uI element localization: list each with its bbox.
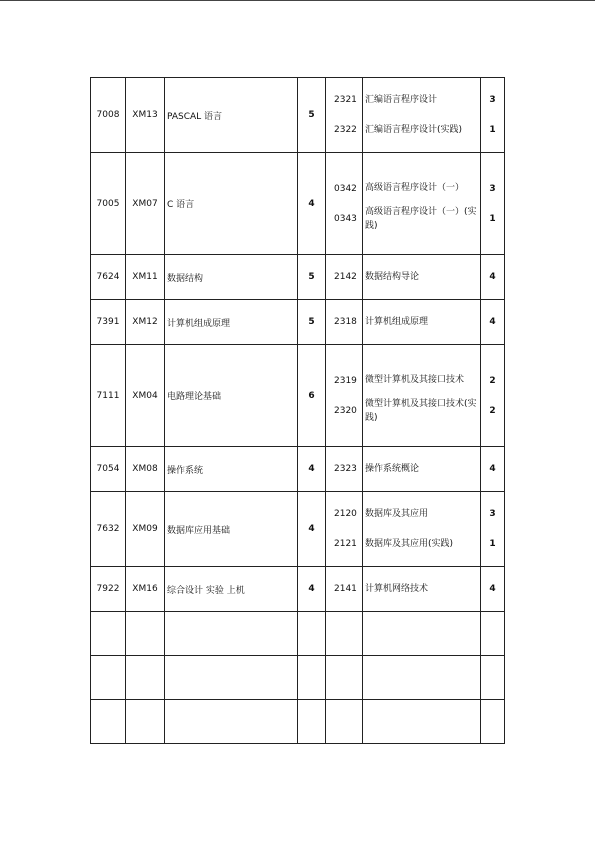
sub-course-credit: 2 [489, 405, 496, 416]
top-rule [0, 0, 595, 1]
empty-cell [481, 700, 505, 744]
sub-course-credit: 4 [489, 584, 496, 594]
sub-course-name: 数据结构导论 [365, 272, 420, 282]
sub-course-code: 2323 [334, 464, 357, 474]
sub-course-credit: 1 [489, 213, 496, 224]
sub-course-credit: 1 [489, 539, 496, 549]
sub-course-name: 微型计算机及其接口技术 [365, 374, 465, 385]
sub-course-credit: 4 [489, 317, 496, 327]
sub-credits-cell [481, 78, 505, 153]
empty-cell [165, 700, 298, 744]
sub-course-credit: 4 [489, 464, 496, 474]
empty-cell [126, 700, 165, 744]
course-code: 7391 [91, 300, 126, 345]
sub-course-name: 微型计算机及其接口技术(实践) [365, 398, 477, 423]
sub-course-name: 计算机组成原理 [365, 317, 429, 327]
sub-credits-cell [481, 300, 505, 345]
course-credit: 5 [298, 78, 326, 153]
course-mapping-table [90, 77, 505, 744]
sub-course-credit: 4 [489, 272, 496, 282]
empty-table-row [91, 656, 505, 700]
empty-cell [91, 612, 126, 656]
sub-names-cell [363, 567, 481, 612]
empty-cell [326, 700, 363, 744]
sub-course-name: 计算机网络技术 [365, 584, 429, 594]
xm-code: XM12 [126, 300, 165, 345]
course-code: 7008 [91, 78, 126, 153]
course-credit: 6 [298, 345, 326, 447]
sub-names-cell [363, 345, 481, 447]
table-row [91, 153, 505, 255]
sub-course-code: 2319 [334, 375, 357, 386]
empty-cell [298, 612, 326, 656]
sub-course-code: 2141 [334, 584, 357, 594]
course-code: 7632 [91, 492, 126, 567]
course-credit: 4 [298, 153, 326, 255]
sub-course-credit: 3 [489, 509, 496, 519]
course-credit: 4 [298, 492, 326, 567]
table-row [91, 255, 505, 300]
xm-code: XM09 [126, 492, 165, 567]
sub-credits-cell [481, 345, 505, 447]
sub-course-code: 0342 [334, 183, 357, 194]
sub-course-name: 数据库及其应用 [365, 509, 429, 519]
empty-cell [481, 656, 505, 700]
empty-table-row [91, 612, 505, 656]
sub-credits-cell [481, 153, 505, 255]
course-name: 数据库应用基础 [165, 492, 298, 567]
sub-course-credit: 3 [489, 183, 496, 194]
sub-course-code: 2120 [334, 509, 357, 519]
empty-cell [126, 612, 165, 656]
sub-course-credit: 2 [489, 375, 496, 386]
sub-names-cell [363, 300, 481, 345]
table-row [91, 78, 505, 153]
course-code: 7005 [91, 153, 126, 255]
empty-cell [363, 656, 481, 700]
sub-course-name: 汇编语言程序设计(实践) [365, 125, 463, 135]
sub-names-cell [363, 447, 481, 492]
sub-names-cell [363, 255, 481, 300]
empty-cell [165, 612, 298, 656]
course-credit: 5 [298, 255, 326, 300]
sub-codes-cell [326, 153, 363, 255]
course-name: C 语言 [165, 153, 298, 255]
sub-course-credit: 1 [489, 125, 496, 135]
course-name: 电路理论基础 [165, 345, 298, 447]
empty-cell [91, 700, 126, 744]
sub-codes-cell [326, 300, 363, 345]
sub-codes-cell [326, 567, 363, 612]
sub-course-name: 高级语言程序设计（一）(实践) [365, 206, 477, 231]
course-code: 7054 [91, 447, 126, 492]
empty-cell [298, 656, 326, 700]
sub-credits-cell [481, 492, 505, 567]
sub-course-name: 高级语言程序设计（一） [365, 182, 465, 193]
sub-course-code: 2318 [334, 317, 357, 327]
table-row [91, 345, 505, 447]
course-name: 计算机组成原理 [165, 300, 298, 345]
course-credit: 5 [298, 300, 326, 345]
empty-cell [326, 612, 363, 656]
sub-course-code: 2121 [334, 539, 357, 549]
sub-credits-cell [481, 255, 505, 300]
sub-course-name: 数据库及其应用(实践) [365, 539, 454, 549]
sub-course-code: 0343 [334, 213, 357, 224]
course-name: PASCAL 语言 [165, 78, 298, 153]
course-name: 综合设计 实验 上机 [165, 567, 298, 612]
empty-cell [298, 700, 326, 744]
table-row [91, 567, 505, 612]
empty-cell [91, 656, 126, 700]
sub-names-cell [363, 153, 481, 255]
empty-cell [363, 612, 481, 656]
empty-cell [126, 656, 165, 700]
table-row [91, 300, 505, 345]
sub-course-code: 2320 [334, 405, 357, 416]
sub-credits-cell [481, 447, 505, 492]
xm-code: XM11 [126, 255, 165, 300]
sub-codes-cell [326, 492, 363, 567]
sub-course-code: 2321 [334, 95, 357, 105]
xm-code: XM08 [126, 447, 165, 492]
sub-course-code: 2142 [334, 272, 357, 282]
sub-codes-cell [326, 255, 363, 300]
course-code: 7624 [91, 255, 126, 300]
course-code: 7922 [91, 567, 126, 612]
course-name: 数据结构 [165, 255, 298, 300]
xm-code: XM16 [126, 567, 165, 612]
empty-cell [363, 700, 481, 744]
course-name: 操作系统 [165, 447, 298, 492]
course-credit: 4 [298, 447, 326, 492]
empty-cell [326, 656, 363, 700]
empty-cell [165, 656, 298, 700]
empty-cell [481, 612, 505, 656]
sub-names-cell [363, 492, 481, 567]
xm-code: XM07 [126, 153, 165, 255]
sub-course-credit: 3 [489, 95, 496, 105]
table-row [91, 492, 505, 567]
xm-code: XM04 [126, 345, 165, 447]
xm-code: XM13 [126, 78, 165, 153]
table-row [91, 447, 505, 492]
sub-codes-cell [326, 78, 363, 153]
sub-course-code: 2322 [334, 125, 357, 135]
course-credit: 4 [298, 567, 326, 612]
sub-names-cell [363, 78, 481, 153]
course-code: 7111 [91, 345, 126, 447]
sub-codes-cell [326, 447, 363, 492]
sub-course-name: 汇编语言程序设计 [365, 95, 438, 105]
sub-credits-cell [481, 567, 505, 612]
sub-codes-cell [326, 345, 363, 447]
sub-course-name: 操作系统概论 [365, 464, 420, 474]
empty-table-row [91, 700, 505, 744]
